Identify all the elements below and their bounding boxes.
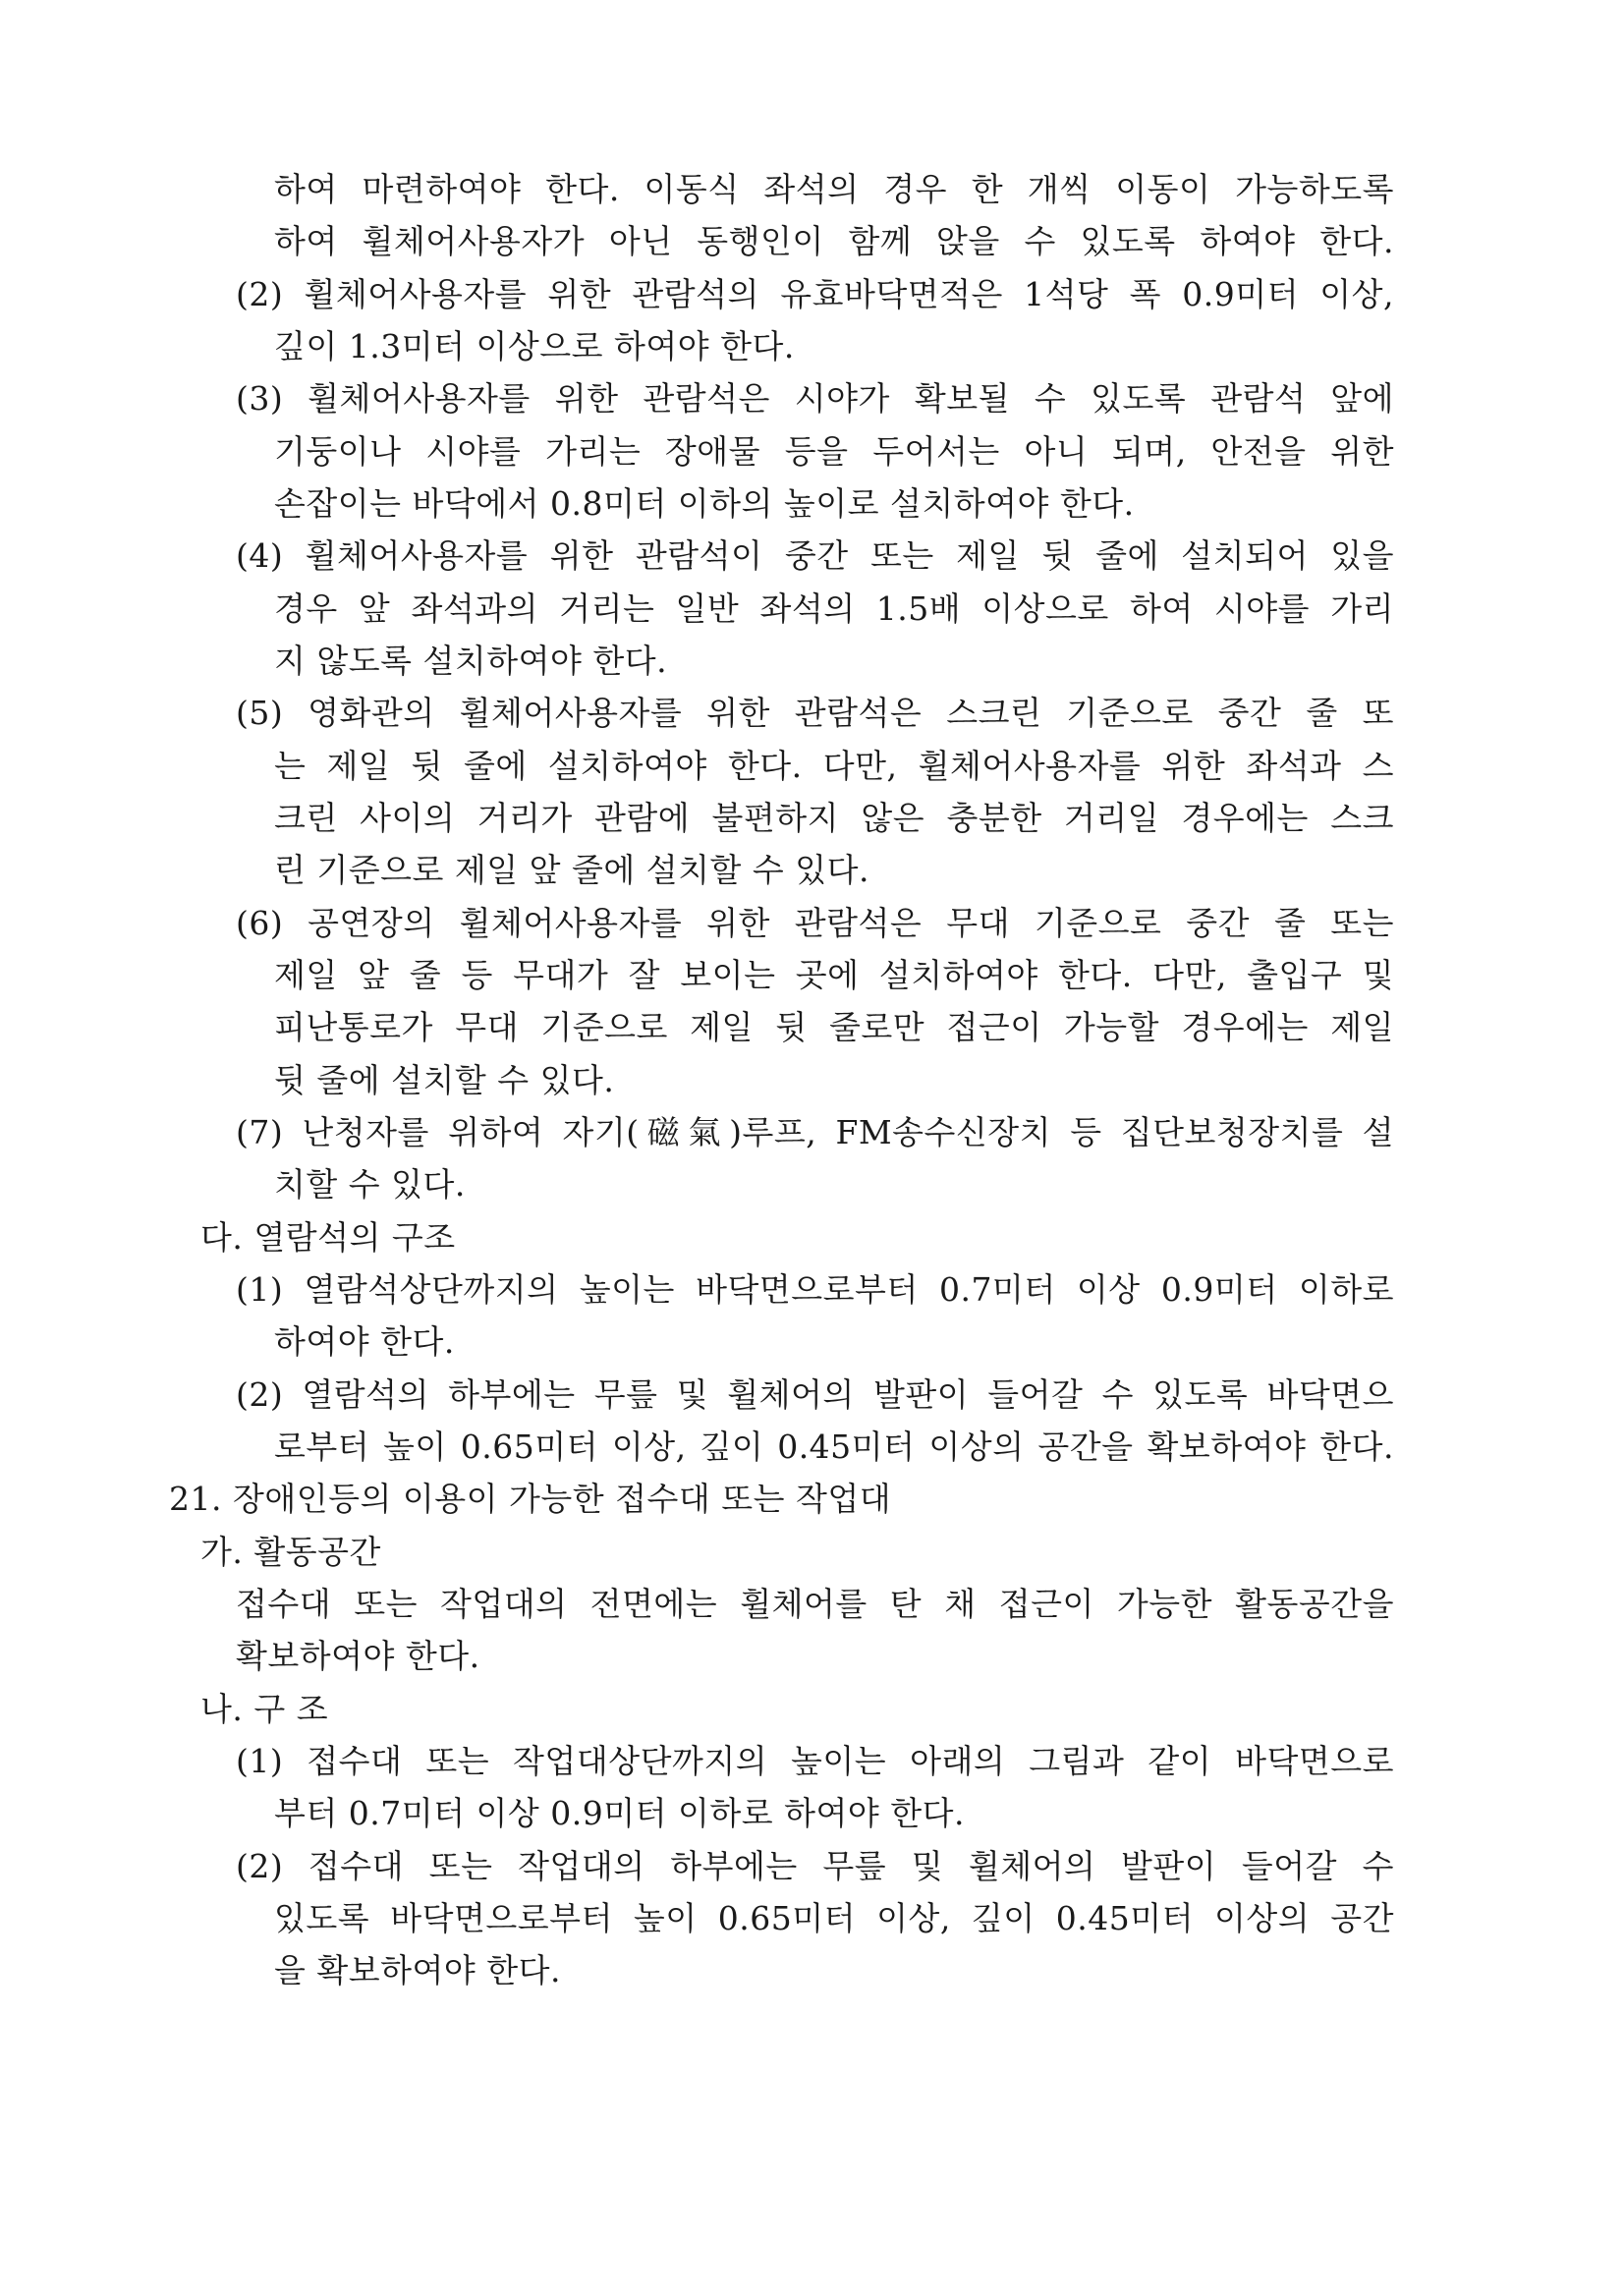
list-item-2: (2) 휠체어사용자를 위한 관람석의 유효바닥면적은 1석당 폭 0.9미터 이상, — [236, 275, 1394, 313]
text-line: 기둥이나 시야를 가리는 장애물 등을 두어서는 아니 되며, 안전을 위한 — [274, 432, 1394, 471]
section-heading: 다. 열람석의 구조 — [200, 1218, 456, 1257]
text-line: 크린 사이의 거리가 관람에 불편하지 않은 충분한 거리일 경우에는 스크 — [274, 799, 1394, 837]
section-heading: 나. 구 조 — [200, 1690, 329, 1728]
text-line: 제일 앞 줄 등 무대가 잘 보이는 곳에 설치하여야 한다. 다만, 출입구 및 — [274, 956, 1394, 994]
text-line: 는 제일 뒷 줄에 설치하여야 한다. 다만, 휠체어사용자를 위한 좌석과 스 — [274, 747, 1394, 785]
list-item-7: (7) 난청자를 위하여 자기(磁氣)루프, FM송수신장치 등 집단보청장치를 설 — [236, 1113, 1394, 1151]
list-item-1: (1) 열람석상단까지의 높이는 바닥면으로부터 0.7미터 이상 0.9미터 이하로 — [236, 1270, 1394, 1309]
text-line: 확보하여야 한다. — [236, 1637, 480, 1675]
text-line: 부터 0.7미터 이상 0.9미터 이하로 하여야 한다. — [274, 1794, 965, 1832]
list-item-5: (5) 영화관의 휠체어사용자를 위한 관람석은 스크린 기준으로 중간 줄 또 — [236, 694, 1394, 732]
text-line: 을 확보하여야 한다. — [274, 1951, 561, 1989]
text-line: 하여야 한다. — [274, 1322, 455, 1361]
text-line: 로부터 높이 0.65미터 이상, 깊이 0.45미터 이상의 공간을 확보하여야 한다. — [274, 1428, 1394, 1466]
text-line: 지 않도록 설치하여야 한다. — [274, 642, 668, 680]
list-item-4: (4) 휠체어사용자를 위한 관람석이 중간 또는 제일 뒷 줄에 설치되어 있을 — [236, 536, 1394, 575]
text-line: 접수대 또는 작업대의 전면에는 휠체어를 탄 채 접근이 가능한 활동공간을 — [236, 1585, 1394, 1623]
text-line: 깊이 1.3미터 이상으로 하여야 한다. — [274, 327, 795, 365]
text-line: 하여 휠체어사용자가 아닌 동행인이 함께 앉을 수 있도록 하여야 한다. — [274, 222, 1394, 260]
text-line: 치할 수 있다. — [274, 1165, 466, 1204]
list-item-1: (1) 접수대 또는 작업대상단까지의 높이는 아래의 그림과 같이 바닥면으로 — [236, 1742, 1394, 1780]
text-line: 하여 마련하여야 한다. 이동식 좌석의 경우 한 개씩 이동이 가능하도록 — [274, 170, 1394, 208]
text-line: 피난통로가 무대 기준으로 제일 뒷 줄로만 접근이 가능할 경우에는 제일 — [274, 1008, 1394, 1046]
list-item-6: (6) 공연장의 휠체어사용자를 위한 관람석은 무대 기준으로 중간 줄 또는 — [236, 904, 1394, 942]
text-line: 뒷 줄에 설치할 수 있다. — [274, 1061, 615, 1099]
list-item-3: (3) 휠체어사용자를 위한 관람석은 시야가 확보될 수 있도록 관람석 앞에 — [236, 379, 1394, 418]
list-item-2: (2) 접수대 또는 작업대의 하부에는 무릎 및 휠체어의 발판이 들어갈 수 — [236, 1847, 1394, 1885]
text-line: 손잡이는 바닥에서 0.8미터 이하의 높이로 설치하여야 한다. — [274, 484, 1135, 523]
text-line: 린 기준으로 제일 앞 줄에 설치할 수 있다. — [274, 851, 869, 889]
text-line: 있도록 바닥면으로부터 높이 0.65미터 이상, 깊이 0.45미터 이상의 공간 — [274, 1899, 1394, 1937]
section-heading: 가. 활동공간 — [200, 1533, 381, 1571]
text-line: 경우 앞 좌석과의 거리는 일반 좌석의 1.5배 이상으로 하여 시야를 가리 — [274, 589, 1394, 628]
list-item-2: (2) 열람석의 하부에는 무릎 및 휠체어의 발판이 들어갈 수 있도록 바닥면으 — [236, 1375, 1394, 1414]
article-heading: 21. 장애인등의 이용이 가능한 접수대 또는 작업대 — [169, 1480, 892, 1518]
